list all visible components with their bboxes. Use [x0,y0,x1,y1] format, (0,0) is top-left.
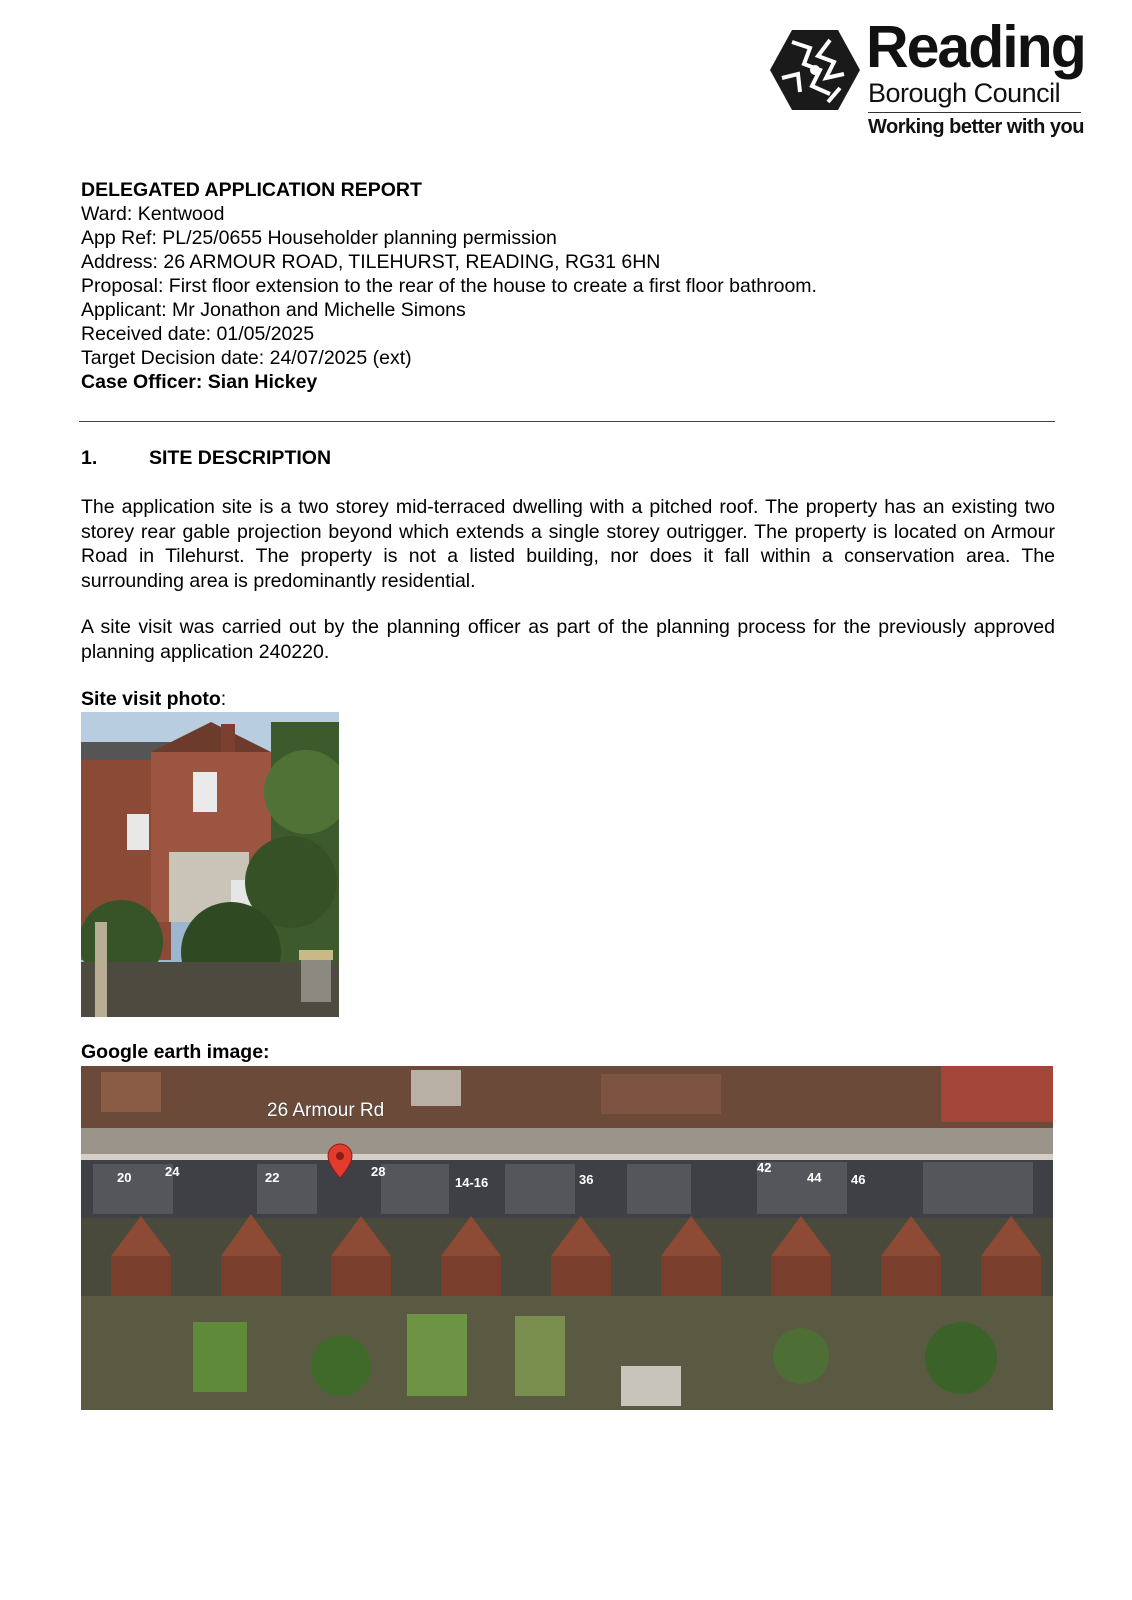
report-header [81,178,1061,394]
house-number-44: 44 [807,1170,822,1185]
target-decision-date: Target Decision date: 24/07/2025 (ext) [81,347,412,369]
proposal: Proposal: First floor extension to the rear of the house to create a first floor bathroom. [81,275,817,297]
site-description-paragraph: The application site is a two storey mid-terraced dwelling with a pitched roof. The property has an existing two storey rear gable projection beyond which extends a single storey outrigger. The property is located on Armour Road in Tilehurst. The property is not a listed building, nor does it fall within a conservation area. The surrounding area is predominantly residential. [81,496,1055,592]
ward: Ward: Kentwood [81,203,225,225]
section-title: SITE DESCRIPTION [149,447,332,469]
report-title: DELEGATED APPLICATION REPORT [81,179,422,201]
house-number-20: 20 [117,1170,132,1185]
logo-tagline: Working better with you [868,116,1084,138]
photo-label-colon: : [220,688,227,710]
house-number-22: 22 [265,1170,280,1185]
photo-label-text: Site visit photo [81,688,221,710]
app-ref: App Ref: PL/25/0655 Householder planning permission [81,227,557,249]
received-date: Received date: 01/05/2025 [81,323,315,345]
house-number-28: 28 [371,1164,386,1179]
house-number-46: 46 [851,1172,866,1187]
site-visit-photo [81,712,339,1017]
logo-subtitle: Borough Council [868,78,1061,108]
logo-rule [868,112,1081,113]
puzzle-logo-icon [770,28,860,112]
site-visit-paragraph: A site visit was carried out by the planning officer as part of the planning process for the previously approved planning application 240220. [81,616,1055,663]
divider [79,421,1055,422]
google-earth-image [81,1066,1053,1410]
case-officer: Case Officer: Sian Hickey [81,371,318,393]
council-logo [770,14,1090,146]
address: Address: 26 ARMOUR ROAD, TILEHURST, READING, RG31 6HN [81,251,661,273]
site-visit-photo-label [81,688,226,711]
house-number-14-16: 14-16 [455,1175,489,1190]
google-earth-label: Google earth image: [81,1041,270,1063]
house-number-42: 42 [757,1160,772,1175]
logo-name: Reading [866,14,1085,80]
house-number-24: 24 [165,1164,180,1179]
applicant: Applicant: Mr Jonathon and Michelle Simons [81,299,466,321]
house-number-36: 36 [579,1172,594,1187]
map-place-label: 26 Armour Rd [267,1100,385,1121]
section-number: 1. [81,447,98,469]
section-heading [81,447,331,470]
